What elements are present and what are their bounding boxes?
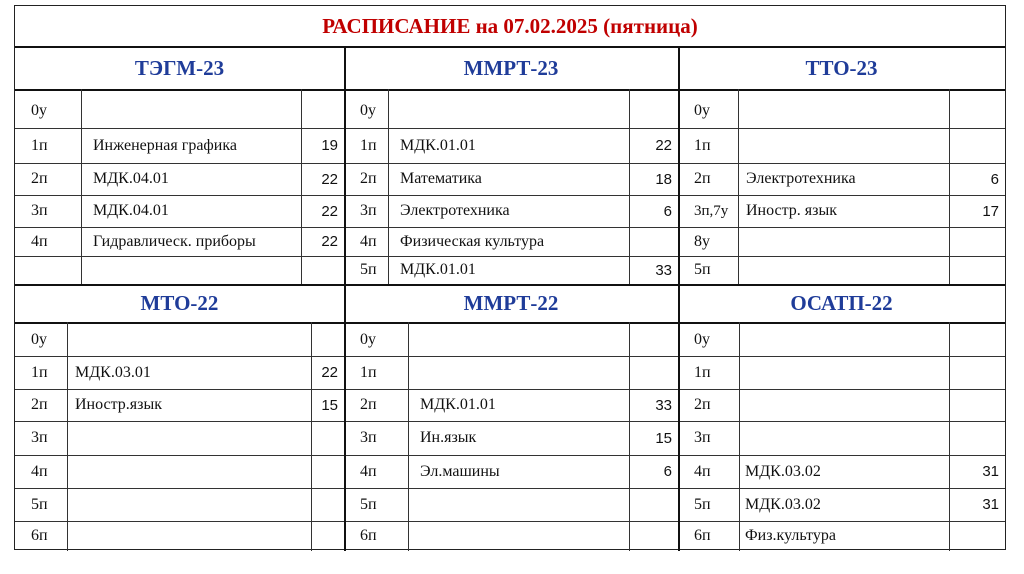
subject-cell [746, 256, 947, 284]
room-cell: 6 [990, 170, 999, 188]
subject-cell [746, 128, 947, 163]
room-cell [949, 356, 999, 389]
period-cell: 0у [31, 101, 47, 119]
room-cell [629, 323, 672, 356]
room-cell: 15 [655, 429, 672, 447]
room-cell: 22 [655, 137, 672, 154]
period-cell: 0у [360, 330, 376, 348]
period-cell: 4п [31, 232, 48, 250]
subject-cell: Ин.язык [420, 429, 477, 446]
room-cell [949, 128, 999, 163]
period-cell: 3п [31, 202, 48, 219]
period-cell: 1п [360, 363, 377, 381]
column-divider [739, 322, 740, 551]
period-cell: 0у [694, 101, 710, 119]
subject-cell: Физическая культура [400, 232, 545, 250]
subject-cell: МДК.01.01 [400, 261, 476, 278]
subject-cell [745, 323, 947, 356]
period-cell: 3п [694, 429, 711, 446]
group-header-divider [15, 89, 1005, 91]
room-cell [311, 521, 338, 551]
period-cell: 4п [694, 462, 711, 480]
room-cell [301, 256, 338, 284]
column-divider [738, 89, 739, 284]
room-cell: 18 [655, 170, 672, 188]
period-cell: 2п [694, 170, 711, 187]
subject-cell [420, 521, 627, 551]
period-cell: 6п [31, 527, 48, 544]
period-cell [31, 256, 81, 284]
subject-cell: МДК.03.02 [745, 462, 821, 480]
room-cell [949, 521, 999, 551]
group-header-mmrt23: ММРТ-23 [463, 55, 559, 80]
room-cell: 31 [982, 496, 999, 513]
room-cell [311, 323, 338, 356]
room-cell: 33 [655, 396, 672, 414]
subject-cell: МДК.03.02 [745, 495, 821, 513]
subject-cell [75, 455, 309, 488]
room-cell [949, 323, 999, 356]
room-cell: 17 [982, 202, 999, 220]
period-cell: 2п [31, 170, 48, 187]
subject-cell [75, 323, 309, 356]
period-cell: 5п [694, 261, 711, 278]
room-cell [311, 455, 338, 488]
subject-cell [746, 93, 947, 128]
period-cell: 0у [31, 330, 47, 348]
period-cell: 2п [31, 396, 48, 413]
period-cell: 6п [360, 527, 377, 544]
group-header-tegm23: ТЭГМ-23 [134, 55, 225, 80]
room-cell: 22 [321, 233, 338, 250]
room-cell [949, 421, 999, 455]
period-cell: 3п,7у [694, 202, 729, 219]
period-cell: 4п [31, 462, 48, 480]
subject-cell [400, 93, 627, 128]
period-cell: 2п [360, 396, 377, 413]
subject-cell: Эл.машины [420, 462, 500, 480]
subject-cell: Физ.культура [745, 527, 836, 544]
subject-cell [745, 356, 947, 389]
room-cell: 6 [663, 463, 672, 480]
column-divider [81, 89, 82, 284]
subject-cell [746, 227, 947, 256]
room-cell: 31 [982, 463, 999, 480]
period-cell: 5п [694, 495, 711, 513]
group-divider [678, 284, 680, 551]
room-cell: 33 [655, 261, 672, 279]
group-header-mmrt22: ММРТ-22 [463, 290, 559, 315]
subject-cell: Математика [400, 170, 482, 187]
subject-cell: Иностр. язык [746, 202, 838, 219]
subject-cell [75, 521, 309, 551]
column-divider [388, 89, 389, 284]
period-cell: 2п [694, 396, 711, 413]
period-cell: 6п [694, 527, 711, 544]
period-cell: 4п [360, 462, 377, 480]
subject-cell: МДК.03.01 [75, 363, 151, 381]
room-cell [629, 356, 672, 389]
room-cell [311, 488, 338, 521]
subject-cell: МДК.01.01 [420, 396, 496, 413]
period-cell: 3п [31, 429, 48, 446]
subject-cell: МДК.01.01 [400, 136, 476, 154]
period-cell: 5п [360, 495, 377, 513]
room-cell [949, 389, 999, 421]
period-cell: 1п [694, 363, 711, 381]
group-header-tto23: ТТО-23 [805, 55, 878, 80]
period-cell: 1п [31, 136, 48, 154]
room-cell [949, 93, 999, 128]
subject-cell [93, 93, 299, 128]
subject-cell: МДК.04.01 [93, 170, 169, 187]
period-cell: 5п [360, 261, 377, 278]
subject-cell: Инженерная графика [93, 136, 237, 154]
period-cell: 3п [360, 429, 377, 446]
room-cell: 22 [321, 364, 338, 381]
room-cell [311, 421, 338, 455]
group-header-mto22: МТО-22 [140, 290, 219, 315]
period-cell: 8у [694, 232, 710, 250]
period-cell: 5п [31, 495, 48, 513]
room-cell [629, 521, 672, 551]
period-cell: 1п [694, 136, 711, 154]
period-cell: 4п [360, 232, 377, 250]
room-cell: 6 [663, 202, 672, 220]
room-cell [629, 227, 672, 256]
subject-cell [75, 421, 309, 455]
period-cell: 1п [360, 136, 377, 154]
period-cell: 2п [360, 170, 377, 187]
room-cell: 22 [321, 170, 338, 188]
subject-cell: Электротехника [400, 202, 510, 219]
room-cell [629, 93, 672, 128]
room-cell: 15 [321, 396, 338, 414]
group-divider [344, 284, 346, 551]
subject-cell [420, 488, 627, 521]
room-cell [949, 227, 999, 256]
subject-cell: МДК.04.01 [93, 202, 169, 219]
subject-cell [420, 356, 627, 389]
subject-cell [93, 256, 299, 284]
schedule-sheet [14, 5, 1006, 550]
subject-cell [420, 323, 627, 356]
subject-cell [745, 389, 947, 421]
schedule-title: РАСПИСАНИЕ на 07.02.2025 (пятница) [322, 13, 698, 38]
period-cell: 3п [360, 202, 377, 219]
room-cell: 22 [321, 202, 338, 220]
column-divider [408, 322, 409, 551]
room-cell [301, 93, 338, 128]
subject-cell [75, 488, 309, 521]
subject-cell: Иностр.язык [75, 396, 163, 413]
room-cell: 19 [321, 137, 338, 154]
room-cell [949, 256, 999, 284]
subject-cell [745, 421, 947, 455]
column-divider [67, 322, 68, 551]
subject-cell: Электротехника [746, 170, 856, 187]
room-cell [629, 488, 672, 521]
period-cell: 0у [694, 330, 710, 348]
group-header-osatp22: ОСАТП-22 [790, 290, 893, 315]
period-cell: 1п [31, 363, 48, 381]
subject-cell: Гидравлическ. приборы [93, 232, 256, 250]
period-cell: 0у [360, 101, 376, 119]
